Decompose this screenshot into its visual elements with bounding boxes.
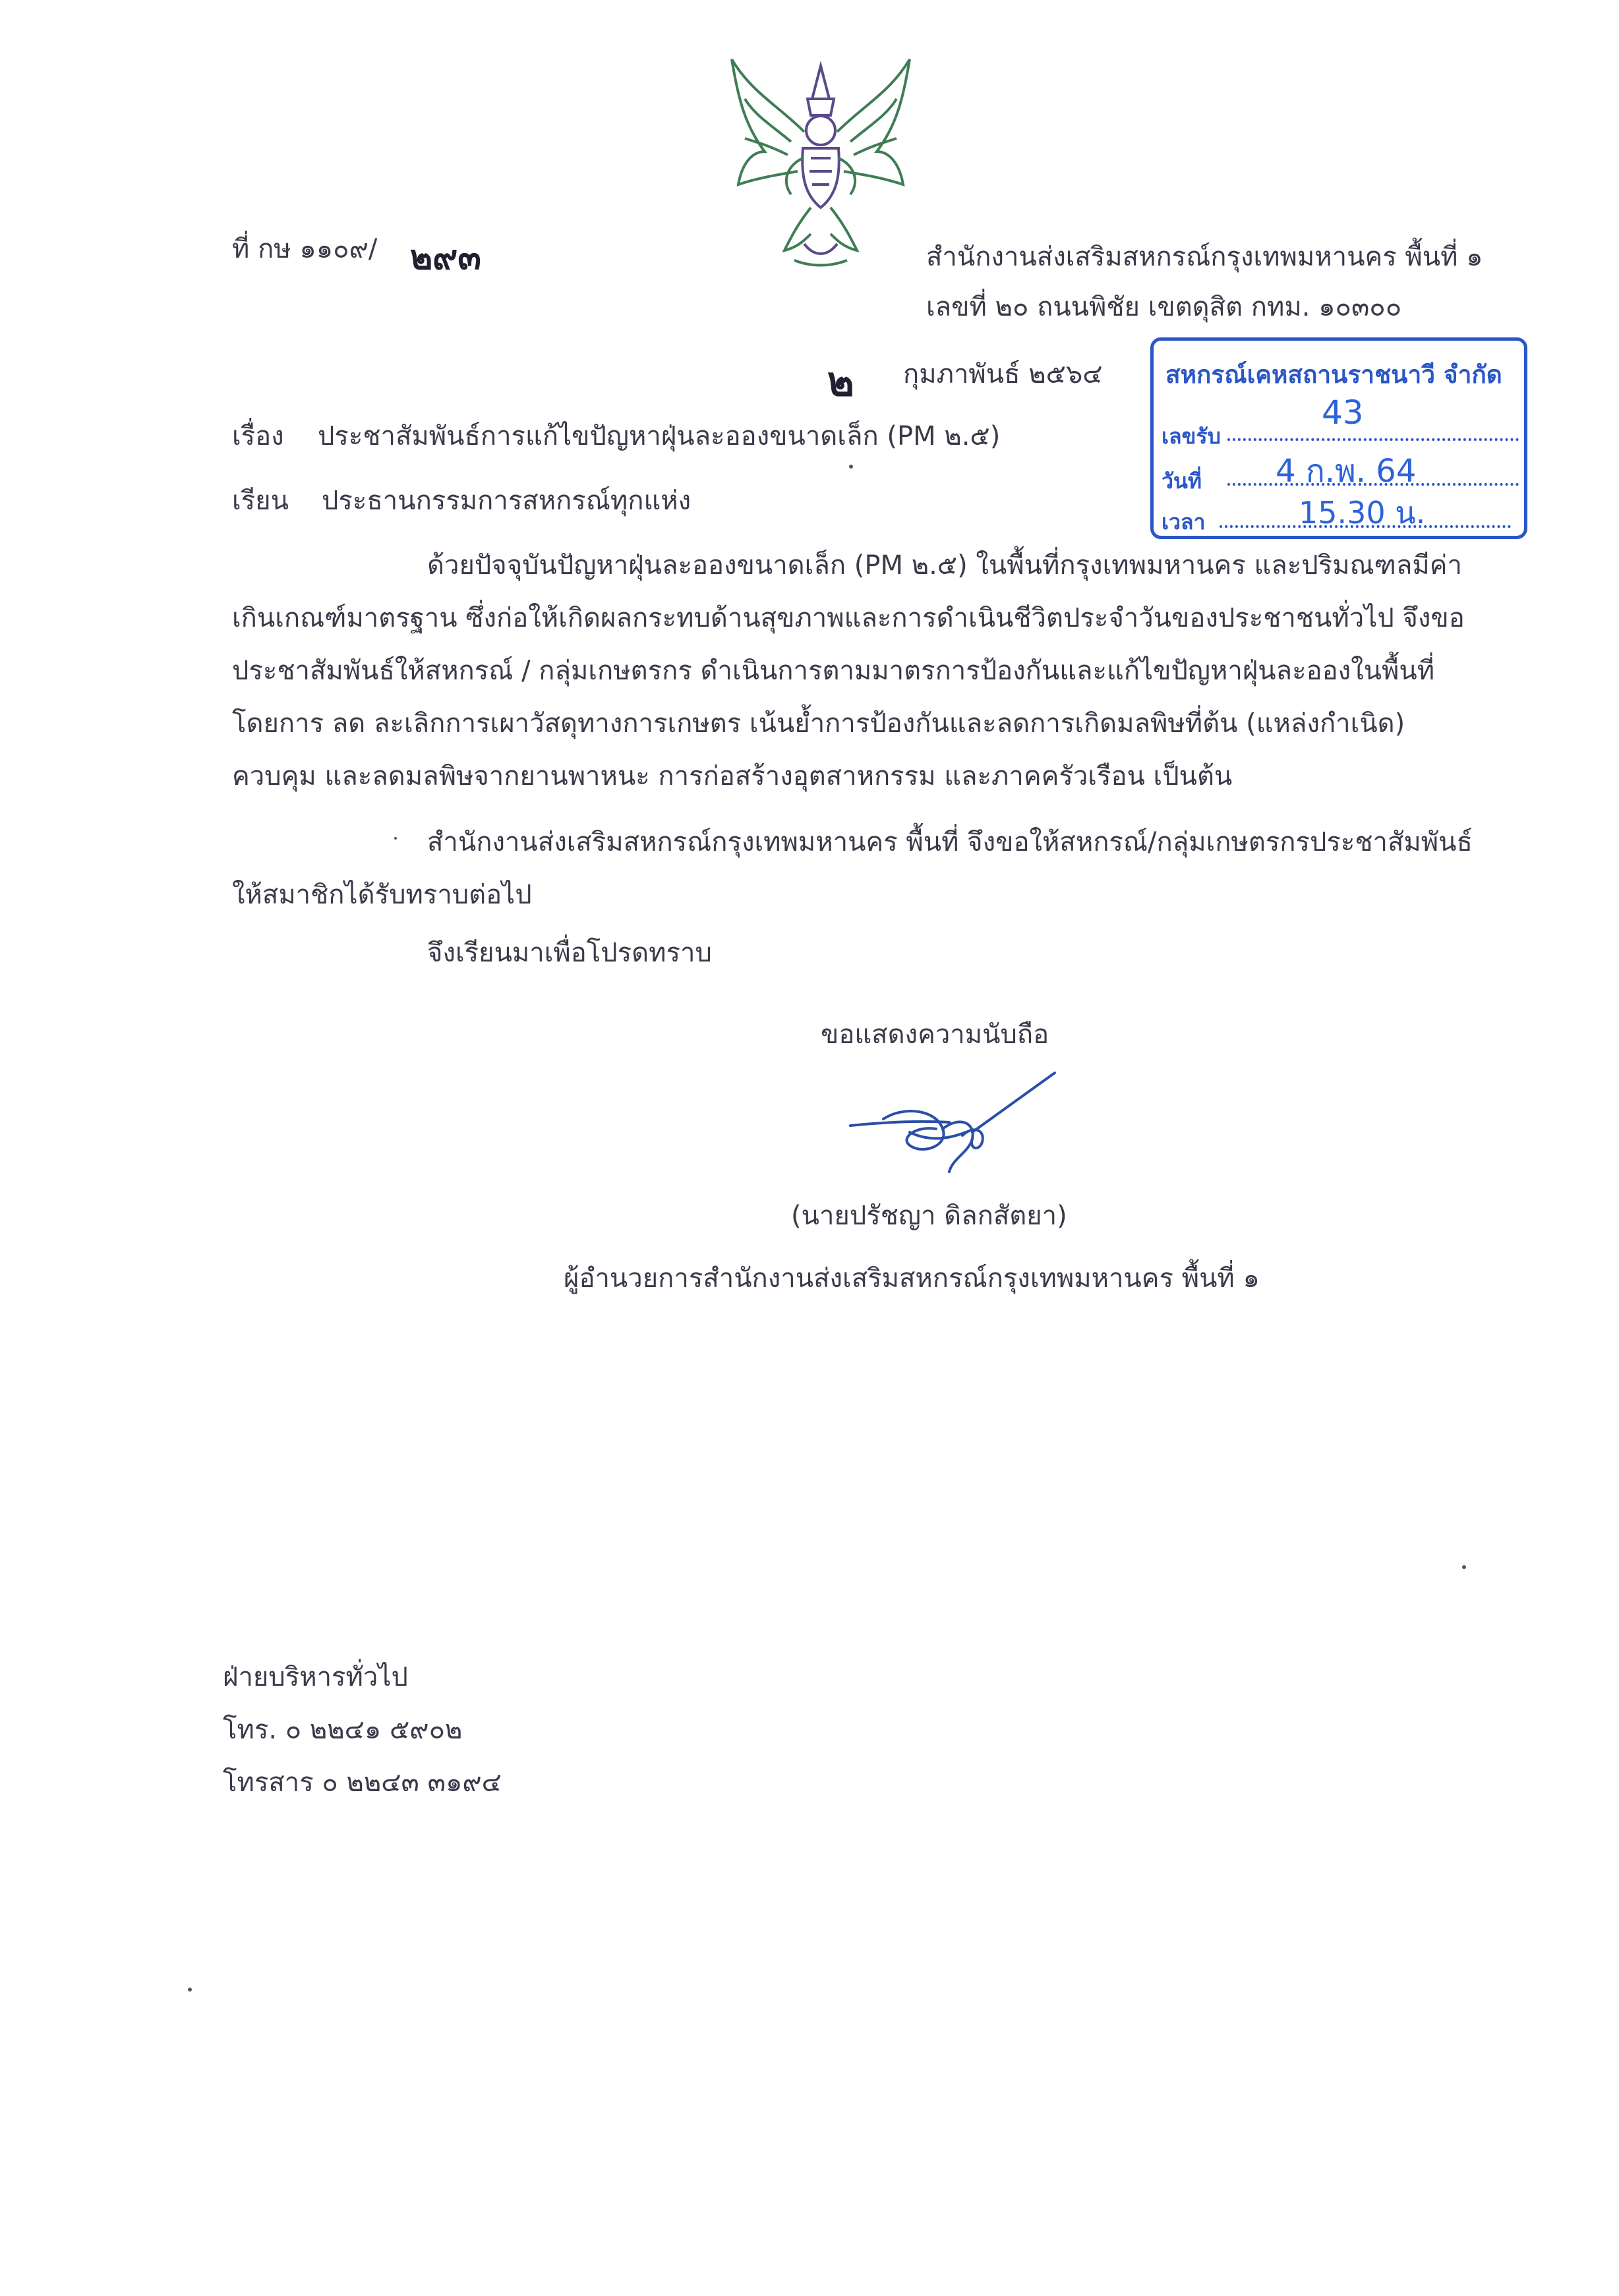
body-paragraph2-line1: สำนักงานส่งเสริมสหกรณ์กรุงเทพมหานคร พื้นที่ จึงขอให้สหกรณ์/กลุ่มเกษตรกรประชาสัมพันธ์ — [427, 827, 1473, 857]
reference-number: ๒๙๓ — [410, 237, 481, 277]
scan-speck — [1462, 1565, 1466, 1569]
stamp-receive-line — [1227, 438, 1519, 441]
signatory-position: ผู้อำนวยการสำนักงานส่งเสริมสหกรณ์กรุงเทพมหานคร พื้นที่ ๑ — [564, 1263, 1260, 1294]
date-day: ๒ — [827, 357, 854, 405]
office-name: สำนักงานส่งเสริมสหกรณ์กรุงเทพมหานคร พื้นที่ ๑ — [926, 242, 1483, 272]
footer-department: ฝ่ายบริหารทั่วไป — [223, 1662, 408, 1692]
stamp-receive-value: 43 — [1322, 393, 1364, 432]
ink-speck — [849, 465, 853, 469]
scan-speck — [394, 837, 397, 840]
footer-fax: โทรสาร ๐ ๒๒๔๓ ๓๑๙๔ — [223, 1767, 502, 1798]
scan-speck — [188, 1988, 192, 1992]
reference-label: ที่ กษ ๑๑๐๙/ — [232, 234, 378, 264]
body-paragraph2-line2: ให้สมาชิกได้รับทราบต่อไป — [232, 880, 532, 910]
handwritten-signature — [844, 1060, 1061, 1185]
stamp-date-value: 4 ก.พ. 64 — [1276, 453, 1417, 490]
recipient-text: ประธานกรรมการสหกรณ์ทุกแห่ง — [322, 486, 692, 516]
body-paragraph1-line4: โดยการ ลด ละเลิกการเผาวัสดุทางการเกษตร เน้นย้ำการป้องกันและลดการเกิดมลพิษที่ต้น (แหล่งกำเนิด) — [232, 708, 1405, 739]
salutation: ขอแสดงความนับถือ — [821, 1019, 1049, 1050]
stamp-time-value: 15.30 น. — [1299, 495, 1426, 531]
body-paragraph1-line2: เกินเกณฑ์มาตรฐาน ซึ่งก่อให้เกิดผลกระทบด้านสุขภาพและการดำเนินชีวิตประจำวันของประชาชนทั่วไป จึงขอ — [232, 603, 1465, 633]
receiving-stamp — [1150, 337, 1527, 539]
closing-request: จึงเรียนมาเพื่อโปรดทราบ — [427, 938, 712, 968]
stamp-receive-label: เลขรับ — [1162, 424, 1221, 449]
body-paragraph1-line3: ประชาสัมพันธ์ให้สหกรณ์ / กลุ่มเกษตรกร ดำเนินการตามมาตรการป้องกันและแก้ไขปัญหาฝุ่นละอองในพื้นที่ — [232, 656, 1435, 686]
stamp-title: สหกรณ์เคหสถานราชนาวี จำกัด — [1165, 360, 1502, 389]
footer-phone: โทร. ๐ ๒๒๔๑ ๕๙๐๒ — [223, 1715, 463, 1745]
signatory-name: (นายปรัชญา ดิลกสัตยา) — [791, 1201, 1067, 1231]
subject-text: ประชาสัมพันธ์การแก้ไขปัญหาฝุ่นละอองขนาดเล็ก (PM ๒.๕) — [318, 421, 1001, 451]
subject-label: เรื่อง — [232, 421, 284, 451]
office-address: เลขที่ ๒๐ ถนนพิชัย เขตดุสิต กทม. ๑๐๓๐๐ — [926, 292, 1402, 322]
stamp-date-label: วันที่ — [1162, 469, 1202, 494]
garuda-emblem-icon — [725, 53, 916, 270]
stamp-time-label: เวลา — [1162, 509, 1206, 534]
body-paragraph1-line5: ควบคุม และลดมลพิษจากยานพาหนะ การก่อสร้างอุตสาหกรรม และภาคครัวเรือน เป็นต้น — [232, 761, 1233, 791]
body-paragraph1-line1: ด้วยปัจจุบันปัญหาฝุ่นละอองขนาดเล็ก (PM ๒.๕) ในพื้นที่กรุงเทพมหานคร และปริมณฑลมีค่า — [427, 550, 1462, 581]
date-month-year: กุมภาพันธ์ ๒๕๖๔ — [903, 359, 1103, 389]
recipient-label: เรียน — [232, 486, 289, 516]
